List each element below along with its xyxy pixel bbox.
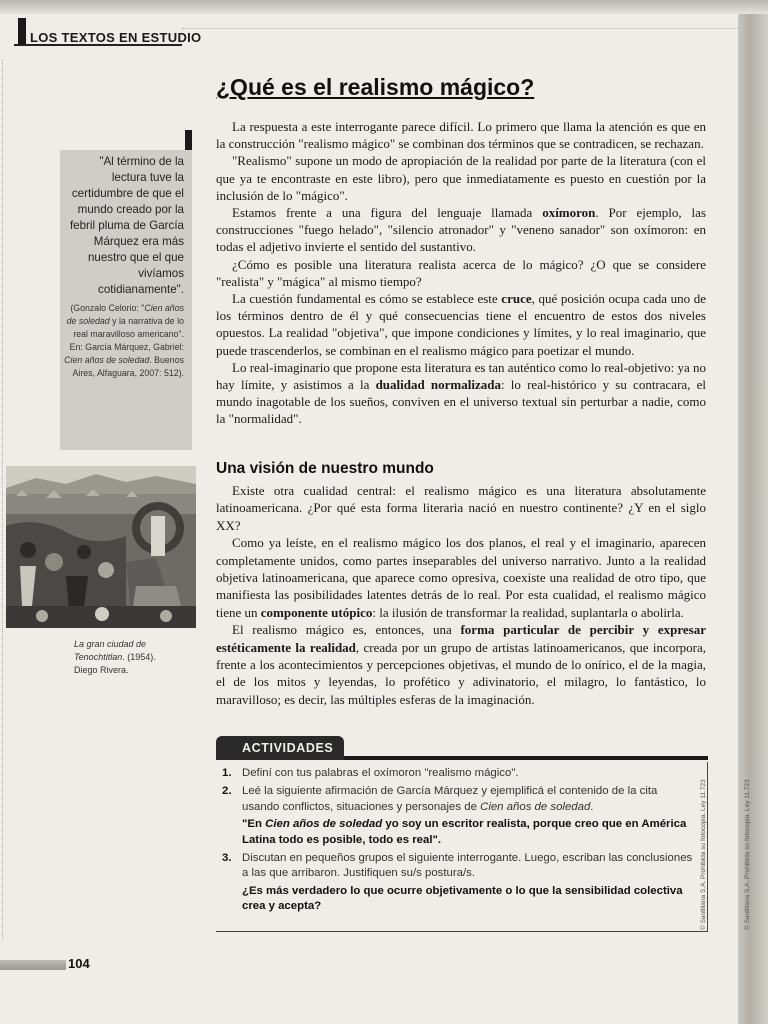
p6-c: : lo real-histórico y su contracara, el mundo inagotable de los sueños, conviven en el universo textual sin perturbar a nadie, como la "normalidad". <box>216 377 706 427</box>
activity-text-c: . <box>590 800 594 813</box>
activities-list <box>222 766 696 918</box>
painting-caption <box>74 638 194 677</box>
p5-bold: cruce <box>501 291 532 307</box>
footer-bar <box>0 960 66 970</box>
margin-guide <box>2 60 3 940</box>
source-title: Cien años de soledad <box>66 303 184 326</box>
sidebar-quote-box <box>60 150 192 450</box>
p3-c: . Por ejemplo, las construcciones "fuego helado", "silencio atronador" y "veneno sanador" son oxímoron: en todas el adjetivo invierte el sentido del sustantivo. <box>216 205 706 255</box>
activity-text: Discutan en pequeños grupos el siguiente interrogante. Luego, escriban las conclusiones a las que arribaron. Justifiquen su/s postura/s. <box>242 852 693 880</box>
s2-c: : la ilusión de transformar la realidad, suplantarla o abolirla. <box>372 604 684 620</box>
intro-paragraph-2: "Realismo" supone un modo de apropiación de la realidad por parte de la literatura (con el que ya te encontraste en este libro), pero que inmediatamente es puesto en cuestión por la inclusión de lo "mágico". <box>216 153 706 203</box>
activity-quote <box>242 817 696 848</box>
section-paragraph-1: Existe otra cualidad central: el realismo mágico es una literatura absolutamente latinoamericana. ¿Por qué esta forma literaria nació en nuestro continente? ¿Y en el siglo XX? <box>216 483 706 533</box>
intro-paragraph-3 <box>216 204 706 256</box>
caption-author: Diego Rivera. <box>74 665 129 675</box>
s3-bold: forma particular de percibir y expresar estéticamente la realidad <box>216 622 706 655</box>
s3-c: , creada por un grupo de artistas latinoamericanos, que incorpora, frente a los acontecimientos y percepciones objetivas, el mundo de lo onírico, el de la magia, el de los mitos y leyendas, lo profético y adivinatorio, el milagro, lo fantástico, lo maravilloso; es decir, las múltiples esferas de la imaginación. <box>216 639 706 707</box>
section-header: LOS TEXTOS EN ESTUDIO <box>30 30 202 45</box>
activity-quote: ¿Es más verdadero lo que ocurre objetivamente o lo que la sensibilidad colectiva crea y acepta? <box>242 884 683 913</box>
source-post: . Buenos Aires, Alfaguara, 2007: 512). <box>72 355 184 378</box>
intro-paragraph-5 <box>216 290 706 359</box>
s2-bold: componente utópico <box>260 604 373 620</box>
activity-item-1 <box>222 766 696 781</box>
quote-c: yo soy un escritor realista, porque creo que en América Latina todo es posible, todo es real". <box>242 818 687 846</box>
p6-bold: dualidad normalizada <box>375 377 501 393</box>
section-paragraph-2 <box>216 534 706 621</box>
source-book: Cien años de soledad <box>64 355 150 365</box>
p3-a: Estamos frente a una figura del lenguaje llamada <box>232 205 543 221</box>
intro-paragraph-6 <box>216 359 706 428</box>
caption-year: . (1954). <box>122 652 156 662</box>
scan-top-band <box>0 0 768 14</box>
page-title: ¿Qué es el realismo mágico? <box>216 74 535 100</box>
source-pre: (Gonzalo Celorio: " <box>70 303 145 313</box>
s2-a: Como ya leíste, en el realismo mágico los dos planos, el real y el imaginario, aparecen completamente unidos, como partes inseparables del universo narrativo. Junto a la realidad objetiva latinoamericana, que aparece como opresiva, coexiste una realidad de otro tipo, que manifiesta las posibilidades latentes detrás de lo real. Por esta cualidad, el realismo mágico tiene un <box>216 535 706 620</box>
p5-c: , qué posición ocupa cada uno de los términos dentro de él y qué consecuencias tiene el encuentro de estos dos niveles opuestos. La realidad "objetiva", que impone condiciones y límites, y lo real imaginario, que puede trascenderlos, se combinan en el realismo mágico para poetizar el mundo. <box>216 291 706 358</box>
activity-text: Definí con tus palabras el oxímoron "realismo mágico". <box>242 767 519 779</box>
activity-number: 1. <box>222 767 232 779</box>
intro-paragraph-4: ¿Cómo es posible una literatura realista acerca de lo mágico? ¿O que se considere "realista" y "mágica" al mismo tiempo? <box>216 256 706 289</box>
activities-tab: ACTIVIDADES <box>216 736 344 760</box>
activity-item-2 <box>222 784 696 848</box>
intro-paragraph-1: La respuesta a este interrogante parece difícil. Lo primero que llama la atención es que en la construcción "realismo mágico" se combinan dos términos que se contradicen, se rechazan. <box>216 119 706 152</box>
section-body <box>216 482 706 708</box>
quote-a: "En <box>242 818 266 831</box>
activity-number: 2. <box>222 785 232 798</box>
p3-bold: oxímoron <box>542 205 596 221</box>
page-edge <box>738 0 768 1024</box>
source-mid: y la narrativa de lo real maravilloso americano". En: García Márquez, Gabriel: <box>69 316 184 352</box>
caption-title: La gran ciudad de Tenochtitlan <box>74 639 147 662</box>
activity-text-a: Leé la siguiente afirmación de García Márquez y ejemplificá el contenido de la cita usando conflictos, situaciones y personajes de <box>242 785 658 813</box>
sidebar-quote-source <box>62 302 184 380</box>
painting-image <box>6 466 196 628</box>
p6-a: Lo real-imaginario que propone esta literatura es tan auténtico como lo real-objetivo: ya no hay límite, y asistimos a la <box>216 359 706 393</box>
quote-b: Cien años de soledad <box>265 818 383 831</box>
page-number: 104 <box>68 956 90 971</box>
activity-item-3 <box>222 851 696 915</box>
activity-number: 3. <box>222 852 232 865</box>
section-paragraph-3 <box>216 621 706 708</box>
sidebar-quote-text: "Al término de la lectura tuve la certidumbre de que el mundo creado por la febril pluma de García Márquez era más nuestro que el que vivíamos cotidianamente". <box>69 155 184 296</box>
copyright-notice: © Santillana S.A. Prohibida su fotocopia. Ley 11.723 <box>700 779 707 930</box>
p5-a: La cuestión fundamental es cómo se establece este <box>232 291 502 307</box>
copyright-notice-edge: © Santillana S.A. Prohibida su fotocopia. Ley 11.723 <box>744 779 751 930</box>
activity-text-b: Cien años de soledad <box>480 800 591 813</box>
header-rule <box>182 28 738 29</box>
s3-a: El realismo mágico es, entonces, una <box>232 622 461 638</box>
section-title: Una visión de nuestro mundo <box>216 460 434 477</box>
intro-body <box>216 118 706 428</box>
painting-illustration <box>6 466 196 628</box>
